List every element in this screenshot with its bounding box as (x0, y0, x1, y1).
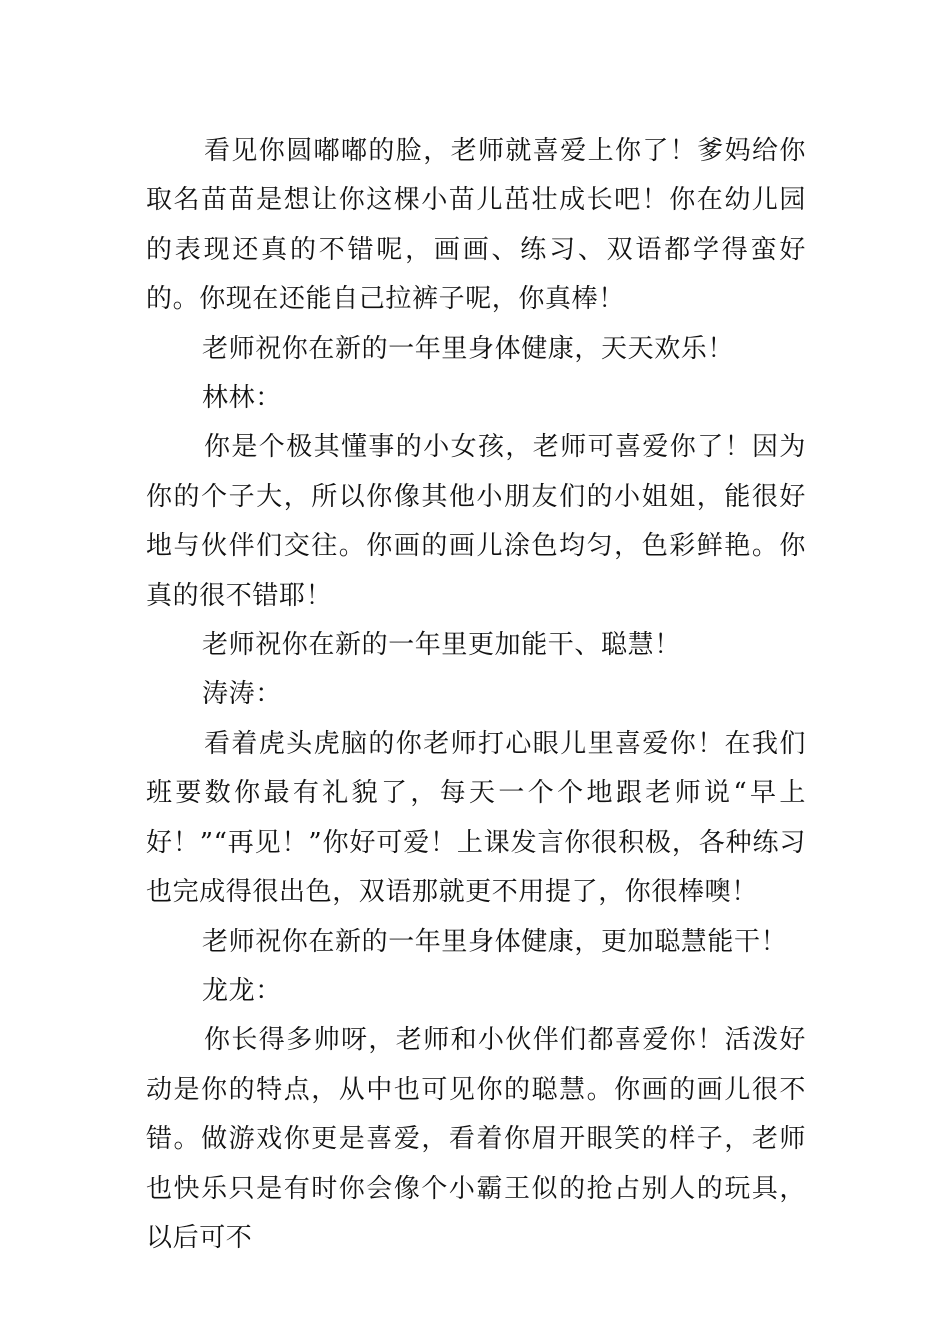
comment-paragraph-linlin: 你是个极其懂事的小女孩，老师可喜爱你了！因为你的个子大，所以你像其他小朋友们的小姐姐，能很好地与伙伴们交往。你画的画儿涂色均匀，色彩鲜艳。你真的很不错耶！ (146, 432, 806, 611)
comment-paragraph-miaomiao: 看见你圆嘟嘟的脸，老师就喜爱上你了！爹妈给你取名苗苗是想让你这棵小苗儿茁壮成长吧！你在幼儿园的表现还真的不错呢，画画、练习、双语都学得蛮好的。你现在还能自己拉裤子呢，你真棒！ (146, 136, 806, 315)
comment-paragraph-longlong: 你长得多帅呀，老师和小伙伴们都喜爱你！活泼好动是你的特点，从中也可见你的聪慧。你画的画儿很不错。做游戏你更是喜爱，看着你眉开眼笑的样子，老师也快乐只是有时你会像个小霸王似的抢占别人的玩具，以后可不 (146, 1025, 806, 1253)
document-body (146, 127, 806, 1263)
wish-paragraph-miaomiao: 老师祝你在新的一年里身体健康，天天欢乐！ (202, 333, 735, 364)
child-name-linlin: 林林： (202, 383, 282, 414)
child-name-longlong: 龙龙： (202, 975, 282, 1006)
wish-paragraph-taotao: 老师祝你在新的一年里身体健康，更加聪慧能干！ (202, 926, 788, 957)
comment-paragraph-taotao: 看着虎头虎脑的你老师打心眼儿里喜爱你！在我们班要数你最有礼貌了，每天一个个地跟老师说“早上好！”“再见！”你好可爱！上课发言你很积极，各种练习也完成得很出色，双语那就更不用提了，你很棒噢！ (146, 728, 806, 908)
wish-paragraph-linlin: 老师祝你在新的一年里更加能干、聪慧！ (202, 630, 681, 661)
child-name-taotao: 涛涛： (202, 679, 282, 710)
